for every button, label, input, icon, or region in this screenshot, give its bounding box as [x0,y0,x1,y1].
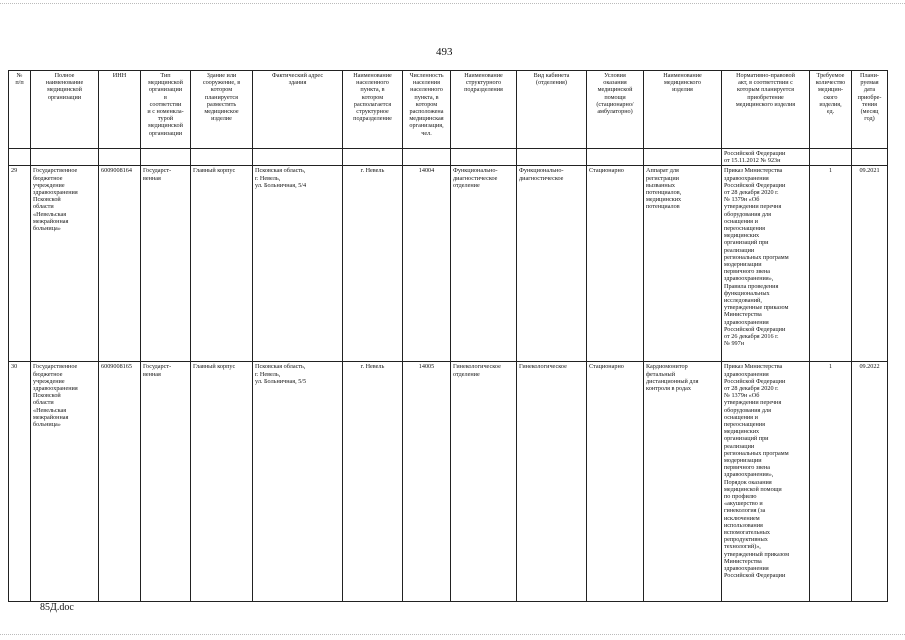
structural-unit: Функционально- диагностическое отделение [451,166,517,362]
regulatory-act: Приказ Министерства здравоохранения Российской Федерации от 28 декабря 2020 г. № 1379н «Об утверждении перечня оборудования для оснащения и переоснащения медицинских организаций при реализации региональных программ модернизации первичного звена здравоохранения», Порядок оказания медицинской помощи по профилю «акушерство и гинекология (за исключением использования вспомогательных репродуктивных технологий)», утвержденный приказом Министерства здравоохранения Российской Федерации [722,362,810,602]
col-header-building: Здание или сооружение, в котором планируется разместить медицинское изделие [191,71,253,149]
col-header-device: Наименование медицинского изделия [644,71,722,149]
care-conditions: Стационарно [587,166,644,362]
population: 14004 [403,166,451,362]
structural-unit: Гинекологическое отделение [451,362,517,602]
locality: г. Невель [343,362,403,602]
continuation-act-text: Российской Федерации от 15.11.2012 № 923н [722,149,810,166]
table-row [9,166,888,362]
col-header-act: Нормативно-правовой акт, в соответствии с которым планируется приобретение медицинского изделия [722,71,810,149]
population: 14005 [403,362,451,602]
col-header-type: Тип медицинской организации в соответстви и с номенкла- турой медицинской организации [141,71,191,149]
table-header-row [9,71,888,149]
medical-device: Аппарат для регистрации вызванных потенциалов, медицинских потенциалов [644,166,722,362]
cabinet-type: Функционально- диагностическое [517,166,587,362]
building: Главный корпус [191,362,253,602]
care-conditions: Стационарно [587,362,644,602]
page-number: 493 [436,46,453,58]
cabinet-type: Гинекологическое [517,362,587,602]
planned-date: 09.2021 [852,166,888,362]
col-header-date: Плани- руемая дата приобре- тения (месяц год) [852,71,888,149]
quantity: 1 [810,166,852,362]
scan-edge-bottom [0,634,905,635]
org-type: Государст- венная [141,362,191,602]
address: Псковская область, г. Невель, ул. Больничная, 5/4 [253,166,343,362]
equipment-table [8,70,888,602]
medical-device: Кардиомонитор фетальный дистанционный для контроля в родах [644,362,722,602]
org-type: Государст- венная [141,166,191,362]
building: Главный корпус [191,166,253,362]
row-number: 29 [9,166,31,362]
org-name: Государственное бюджетное учреждение здравоохранения Псковской области «Невельская межрайонная больница» [31,362,99,602]
col-header-address: Фактический адрес здания [253,71,343,149]
col-header-unit: Наименование структурного подразделения [451,71,517,149]
regulatory-act: Приказ Министерства здравоохранения Российской Федерации от 28 декабря 2020 г. № 1379н «Об утверждении перечня оборудования для оснащения и переоснащения медицинских организаций при реализации региональных программ модернизации первичного звена здравоохранения», Правила проведения функциональных исследований, утвержденные приказом Министерства здравоохранения Российской Федерации от 26 декабря 2016 г. № 997н [722,166,810,362]
col-header-conditions: Условия оказания медицинской помощи (стационарно/ амбулаторно) [587,71,644,149]
inn: 6009008164 [99,166,141,362]
continuation-row [9,149,888,166]
quantity: 1 [810,362,852,602]
col-header-qty: Требуемое количество медицин- ского изделия, ед. [810,71,852,149]
col-header-cabinet: Вид кабинета (отделения) [517,71,587,149]
org-name: Государственное бюджетное учреждение здравоохранения Псковской области «Невельская межрайонная больница» [31,166,99,362]
col-header-inn: ИНН [99,71,141,149]
locality: г. Невель [343,166,403,362]
document-filename: 85Д.doc [40,602,74,613]
table-row [9,362,888,602]
address: Псковская область, г. Невель, ул. Больничная, 5/5 [253,362,343,602]
planned-date: 09.2022 [852,362,888,602]
col-header-population: Численность населения населенного пункта, в котором расположена медицинская организация, чел. [403,71,451,149]
scan-edge-top [0,3,905,4]
col-header-num: № п/п [9,71,31,149]
row-number: 30 [9,362,31,602]
col-header-locality: Наименование населенного пункта, в котором располагается структурное подразделение [343,71,403,149]
inn: 6009008165 [99,362,141,602]
col-header-org: Полное наименование медицинской организации [31,71,99,149]
